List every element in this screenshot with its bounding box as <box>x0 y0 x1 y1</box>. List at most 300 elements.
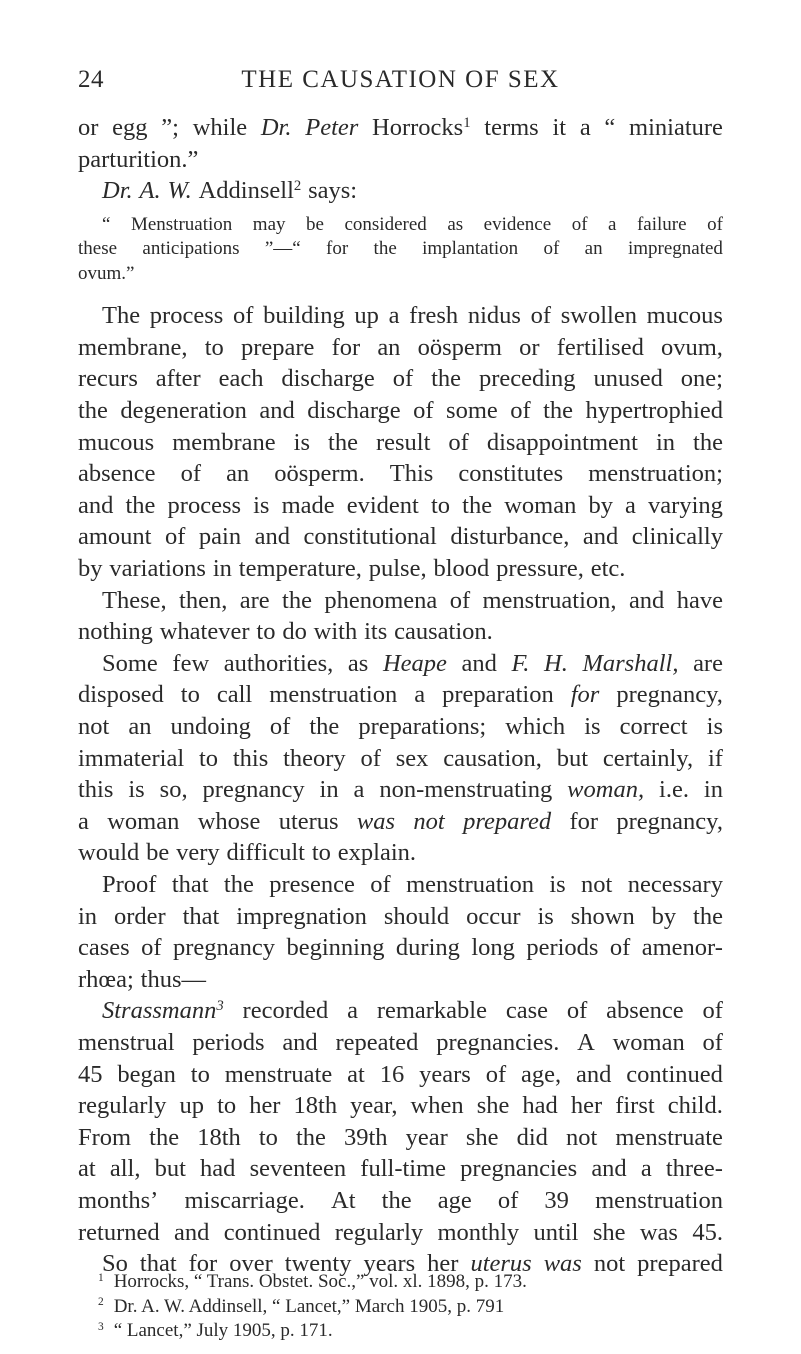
word: undoing <box>170 713 251 740</box>
word: and <box>173 1218 210 1246</box>
text-line <box>78 332 723 364</box>
word: is <box>537 902 554 930</box>
word: an <box>584 238 603 260</box>
text-line <box>78 964 723 996</box>
word: pregnancy <box>173 934 276 962</box>
word: of <box>566 997 588 1025</box>
text-line <box>78 1153 723 1185</box>
word: A <box>577 1028 595 1056</box>
word: mucous <box>78 428 155 456</box>
word: all, <box>109 1155 141 1183</box>
word: by <box>651 902 677 930</box>
word: preparations; <box>358 713 487 740</box>
word: a <box>414 681 426 709</box>
word: to <box>430 491 451 519</box>
word: continued <box>626 1060 723 1088</box>
page-header <box>0 66 801 100</box>
word: parturition.” <box>78 145 199 173</box>
word: anticipations <box>142 238 240 260</box>
word: her <box>570 1092 603 1120</box>
word: had <box>200 1155 236 1183</box>
word: and <box>576 1060 612 1088</box>
word: or <box>519 333 540 361</box>
word: seventeen <box>249 1155 347 1183</box>
word: mucous <box>646 302 723 330</box>
word: 39th <box>343 1123 388 1151</box>
word: should <box>383 902 450 930</box>
word: thus— <box>140 965 206 993</box>
word: prepared <box>637 1250 723 1278</box>
text-line <box>78 427 723 459</box>
word: clinically <box>631 523 723 551</box>
word: pulse, <box>368 555 427 583</box>
word: and <box>628 586 665 614</box>
word: constitutes <box>458 460 564 488</box>
text-line <box>78 995 723 1027</box>
word: prepared <box>463 807 552 835</box>
text-line <box>78 1217 723 1249</box>
word: and <box>254 523 290 551</box>
text-line <box>78 300 723 332</box>
word: the <box>328 428 358 456</box>
word: her <box>249 1092 281 1120</box>
word: absence <box>78 460 156 488</box>
word: is <box>584 713 601 740</box>
word: fresh <box>409 302 459 330</box>
word: disturbance, <box>450 523 570 551</box>
word: monthly <box>437 1218 520 1246</box>
word: These, <box>102 586 167 614</box>
word: few <box>172 649 210 677</box>
word: Some <box>102 649 158 677</box>
footnote-text: “ Lancet,” July 1905, p. 171. <box>113 1320 333 1341</box>
word: Peter <box>305 114 359 141</box>
word: 39 <box>544 1186 569 1214</box>
word: discharge <box>307 397 401 425</box>
word: cases <box>78 934 130 962</box>
word: that <box>171 870 209 898</box>
word: Proof <box>102 870 157 898</box>
word: regularly <box>334 1218 424 1246</box>
word: for <box>326 238 349 260</box>
word: that <box>139 1250 177 1278</box>
word: membrane <box>172 428 276 456</box>
word: is <box>253 491 270 519</box>
text-line <box>78 774 723 806</box>
word: beginning <box>286 934 385 962</box>
word: of <box>702 1028 723 1056</box>
text-line <box>78 806 723 838</box>
word: preceding <box>478 365 576 393</box>
text-line <box>78 363 723 395</box>
word: miscarriage. <box>184 1186 305 1214</box>
word: returned <box>78 1218 160 1246</box>
word: impregnation <box>236 902 367 930</box>
footnote-mark: 1 <box>98 1271 104 1284</box>
word: ”; <box>161 114 179 141</box>
word: amenor- <box>641 934 723 962</box>
word: 45. <box>692 1218 723 1246</box>
word: recurs <box>78 365 138 393</box>
text-line <box>78 743 723 775</box>
word: amount <box>78 523 152 551</box>
word: its <box>364 618 388 646</box>
word: after <box>155 365 201 393</box>
footnote <box>98 1270 718 1295</box>
word: degeneration <box>120 397 247 425</box>
word: the <box>149 1123 180 1151</box>
word: the <box>223 870 254 898</box>
word: in <box>319 776 339 804</box>
word: first <box>615 1092 655 1120</box>
word: 18th <box>293 1092 338 1120</box>
word: blood <box>433 555 490 583</box>
word: absence <box>606 997 684 1025</box>
footnotes <box>98 1270 718 1344</box>
word: causation, <box>443 744 542 772</box>
word: pressure, <box>496 555 584 583</box>
word: considered <box>344 213 427 235</box>
text-line <box>78 458 723 490</box>
word: the <box>381 1186 412 1214</box>
word: W. <box>167 177 192 205</box>
word: “ <box>604 114 616 141</box>
word: the <box>282 586 312 614</box>
word: by <box>588 491 613 519</box>
word: implantation <box>422 238 519 260</box>
word: and <box>259 397 295 425</box>
word: do <box>282 618 307 646</box>
word: says: <box>308 177 358 205</box>
word: unused <box>593 365 663 393</box>
word: of <box>232 302 254 330</box>
word: that <box>182 902 220 930</box>
word: until <box>533 1218 579 1246</box>
word: and <box>591 1155 627 1183</box>
word: continued <box>223 1218 321 1246</box>
word: then, <box>179 586 228 614</box>
word: a <box>608 213 617 235</box>
word: be <box>306 213 324 235</box>
word: began <box>117 1060 176 1088</box>
word: woman <box>612 1028 685 1056</box>
word: prepare <box>240 333 315 361</box>
footnote-text: Dr. A. W. Addinsell, “ Lancet,” March 1905, p. 791 <box>113 1295 505 1317</box>
text-line <box>78 112 723 144</box>
footnote <box>98 1319 718 1344</box>
text-line <box>78 1090 723 1122</box>
word: by <box>78 555 103 583</box>
word: may <box>252 213 286 235</box>
word: periods <box>192 1028 265 1056</box>
word: would <box>78 839 140 867</box>
word: Horrocks$^1$ <box>372 114 471 141</box>
word: menstruation <box>269 681 398 709</box>
word: menstruation <box>406 870 534 898</box>
word: age, <box>521 1060 562 1088</box>
word: one; <box>680 365 723 393</box>
word: impregnated <box>627 238 723 260</box>
word: Menstruation <box>130 213 233 235</box>
word: at <box>78 1155 96 1183</box>
word: in <box>78 902 98 930</box>
word: ”—“ <box>264 238 301 260</box>
word: variations <box>109 555 206 583</box>
word: as <box>347 649 369 677</box>
text-line <box>78 869 723 901</box>
text-line <box>78 1122 723 1154</box>
text-line <box>78 679 723 711</box>
word: years <box>419 1060 471 1088</box>
word: twenty <box>284 1250 352 1278</box>
word: of <box>360 744 381 772</box>
word: at <box>347 1060 365 1088</box>
word: a <box>353 776 365 804</box>
word: but <box>154 1155 186 1183</box>
word: This <box>389 460 434 488</box>
word: A. <box>139 177 161 205</box>
text-line <box>78 1185 723 1217</box>
word: nothing <box>78 618 153 646</box>
text-line <box>78 616 723 648</box>
word: regularly <box>78 1092 167 1120</box>
word: or <box>78 114 99 141</box>
word: of <box>707 213 723 235</box>
word: of <box>448 428 469 456</box>
word: and <box>461 649 497 677</box>
word: At <box>331 1186 356 1214</box>
word: certainly, <box>602 744 694 772</box>
word: the <box>125 491 156 519</box>
footnote-mark: 2 <box>98 1296 104 1309</box>
word: of <box>370 870 391 898</box>
word: months’ <box>78 1186 159 1214</box>
page-number: 24 <box>78 66 104 93</box>
word: pregnancies. <box>436 1028 560 1056</box>
word: a <box>347 997 358 1025</box>
word: pregnancy, <box>616 681 723 709</box>
quote-line <box>78 237 723 262</box>
word: terms <box>484 114 539 141</box>
word: remarkable <box>376 997 487 1025</box>
text-line <box>78 521 723 553</box>
footnote-mark: 3 <box>98 1320 104 1333</box>
word: the <box>693 428 723 456</box>
word: did <box>516 1123 548 1151</box>
word: is <box>549 870 566 898</box>
word: to <box>204 333 224 361</box>
word: constitutional <box>303 523 437 551</box>
word: very <box>176 839 220 867</box>
word: are <box>239 586 270 614</box>
word: menstruation <box>595 1186 723 1214</box>
word: pain <box>198 523 242 551</box>
word: etc. <box>590 555 626 583</box>
word: evidence <box>483 213 552 235</box>
word: of <box>180 460 202 488</box>
word: discharge <box>281 365 375 393</box>
page-body <box>78 112 723 1280</box>
word: have <box>676 586 723 614</box>
word: years <box>363 1250 416 1278</box>
word: age <box>437 1186 472 1214</box>
word: the <box>78 397 108 425</box>
word: the <box>431 365 462 393</box>
word: case <box>505 997 549 1025</box>
word: it <box>552 114 567 141</box>
word: immaterial <box>78 744 185 772</box>
text-line <box>78 1059 723 1091</box>
word: a <box>640 1155 652 1183</box>
word: a <box>388 302 400 330</box>
text-line <box>78 144 723 176</box>
word: some <box>446 397 498 425</box>
word: in <box>212 555 232 583</box>
word: not <box>593 1250 626 1278</box>
text-line <box>78 395 723 427</box>
word: oösperm <box>417 333 502 361</box>
word: Addinsell$^2$ <box>198 177 302 205</box>
word: menstruation; <box>588 460 723 488</box>
word: explain. <box>337 839 417 867</box>
word: The <box>102 302 141 330</box>
word: as <box>447 213 464 235</box>
word: causation. <box>394 618 493 646</box>
word: she <box>592 1218 626 1246</box>
word: the <box>543 397 574 425</box>
word: each <box>218 365 264 393</box>
word: in <box>703 776 723 804</box>
word: not <box>581 870 613 898</box>
quote-line <box>78 213 723 238</box>
word: “ <box>102 213 111 235</box>
word: an <box>128 713 152 740</box>
word: her <box>427 1250 459 1278</box>
word: had <box>522 1092 558 1120</box>
word: of <box>543 238 560 260</box>
word: So <box>102 1250 128 1278</box>
word: up <box>354 302 379 330</box>
word: whose <box>197 807 261 835</box>
word: of <box>141 934 162 962</box>
word: and <box>282 1028 318 1056</box>
word: theory <box>283 744 346 772</box>
footnote <box>98 1295 718 1320</box>
word: necessary <box>627 870 723 898</box>
word: she <box>476 1092 510 1120</box>
word: ovum.” <box>78 262 135 284</box>
word: of <box>392 365 414 393</box>
word: the <box>693 902 723 930</box>
word: call <box>216 681 253 709</box>
word: to <box>311 839 331 867</box>
word: correct <box>619 713 688 740</box>
word: process <box>167 491 242 519</box>
word: to <box>256 618 276 646</box>
text-line <box>78 837 723 869</box>
word: and <box>78 491 114 519</box>
word: of <box>497 1186 519 1214</box>
word: miniature <box>629 114 723 141</box>
word: so, <box>159 776 188 804</box>
word: disposed <box>78 681 164 709</box>
word: a <box>625 491 636 519</box>
word: long <box>471 934 515 962</box>
word: 16 <box>379 1060 405 1088</box>
word: F. <box>511 649 530 677</box>
word: when <box>410 1092 464 1120</box>
word: result <box>375 428 431 456</box>
word: a <box>78 807 89 835</box>
text-line <box>78 553 723 585</box>
word: made <box>281 491 335 519</box>
word: is <box>293 428 310 456</box>
word: to <box>180 681 200 709</box>
footnote-text: Horrocks, “ Trans. Obstet. Soc.,” vol. xl. 1898, p. 173. <box>113 1271 527 1292</box>
word: the <box>462 491 493 519</box>
word: 45 <box>78 1060 103 1088</box>
word: uterus <box>278 807 339 835</box>
word: of <box>413 397 434 425</box>
word: with <box>313 618 358 646</box>
word: i.e. <box>659 776 689 804</box>
word: repeated <box>335 1028 419 1056</box>
word: pregnancy, <box>616 807 723 835</box>
word: periods <box>526 934 599 962</box>
word: year, <box>350 1092 398 1120</box>
word: while <box>192 114 248 141</box>
word: H. <box>544 649 568 677</box>
text-line <box>78 1027 723 1059</box>
word: the <box>373 238 397 260</box>
word: swollen <box>560 302 637 330</box>
text-line <box>78 175 723 207</box>
word: to <box>258 1123 278 1151</box>
word: not <box>78 713 110 740</box>
word: non-menstruating <box>379 776 553 804</box>
text-line <box>78 585 723 617</box>
word: sex <box>395 744 429 772</box>
word: failure <box>636 213 687 235</box>
word: difficult <box>226 839 305 867</box>
word: this <box>232 744 269 772</box>
text-line <box>78 648 723 680</box>
word: for <box>331 333 361 361</box>
word: order <box>113 902 166 930</box>
word: for <box>569 807 599 835</box>
word: to <box>217 1092 237 1120</box>
word: year <box>405 1123 448 1151</box>
word: of <box>165 523 186 551</box>
text-line <box>78 932 723 964</box>
word: full-time <box>360 1155 447 1183</box>
word: is <box>128 776 145 804</box>
word: From <box>78 1123 132 1151</box>
word: was <box>543 1250 582 1278</box>
word: these <box>78 238 118 260</box>
word: of <box>609 934 631 962</box>
running-title: THE CAUSATION OF SEX <box>241 66 560 93</box>
text-line <box>78 711 723 743</box>
word: a <box>579 114 591 141</box>
word: uterus <box>470 1250 532 1278</box>
word: Dr. <box>102 177 133 205</box>
word: Strassmann$^3$ <box>102 997 224 1025</box>
word: are <box>693 649 723 677</box>
word: over <box>229 1250 273 1278</box>
word: the <box>309 713 340 740</box>
text-line <box>78 490 723 522</box>
